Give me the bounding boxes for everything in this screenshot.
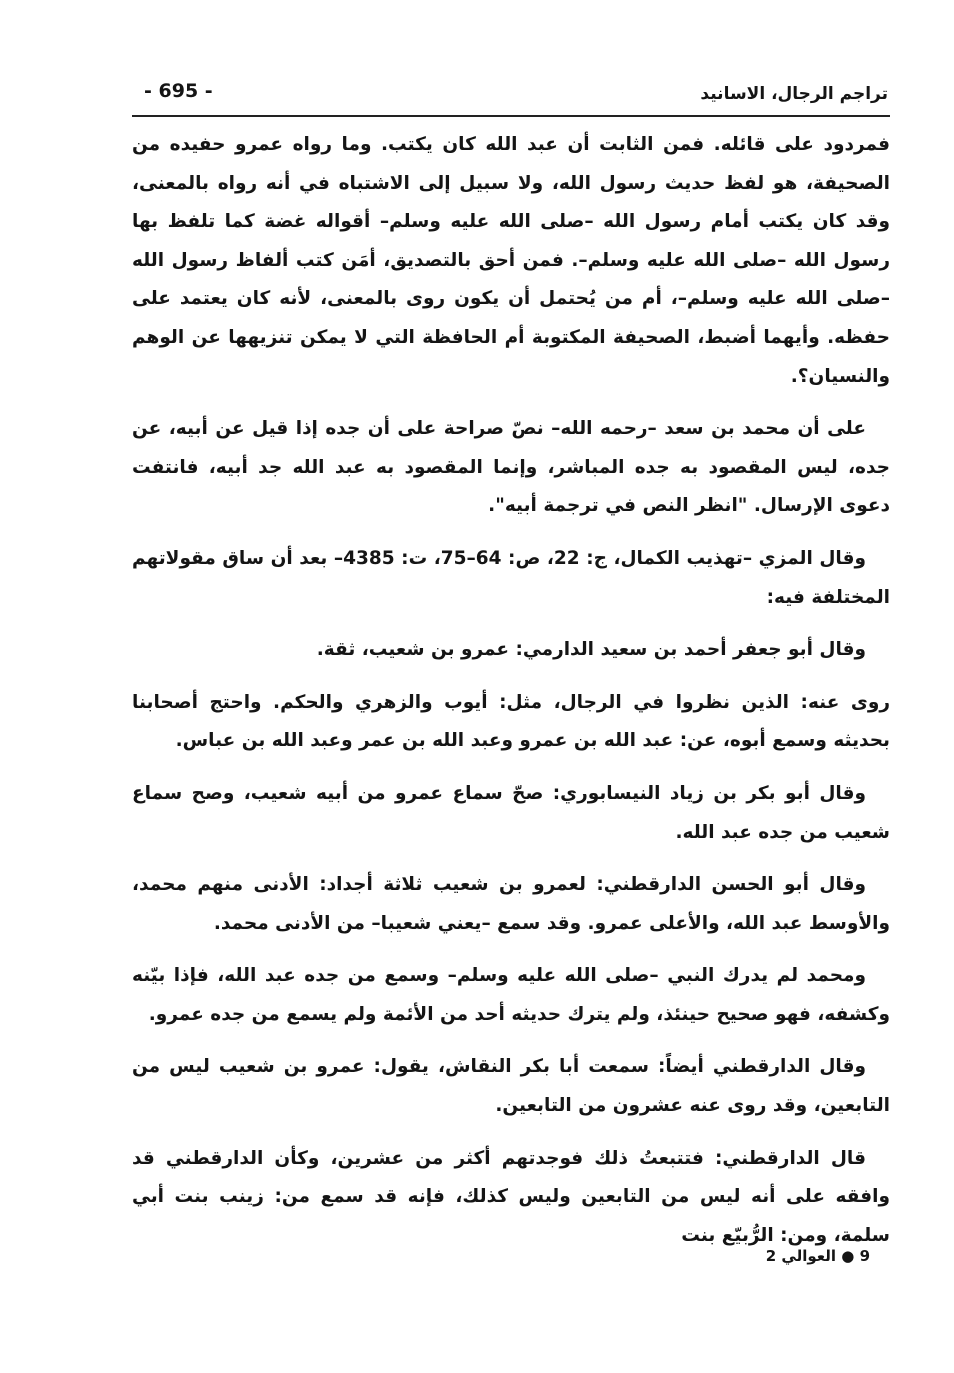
paragraph: وقال الدارقطني أيضاً: سمعت أبا بكر النقاش، يقول: عمرو بن شعيب ليس من التابعين، وقد روى عنه عشرون من التابعين. — [132, 1056, 890, 1117]
body-text — [132, 126, 890, 1269]
signature-mark: 9 ● العوالي 2 — [765, 1247, 870, 1265]
page-number: - 695 - — [144, 80, 213, 102]
page-header — [132, 78, 890, 116]
paragraph: وقال أبو جعفر أحمد بن سعيد الدارمي: عمرو بن شعيب، ثقة. — [316, 639, 866, 661]
paragraph: فمردود على قائله. فمن الثابت أن عبد الله كان يكتب. وما رواه عمرو حفيده من الصحيفة، هو لفظ حديث رسول الله، ولا سبيل إلى الاشتباه في أنه رواه بالمعنى، وقد كان يكتب أمام رسول الله –صلى الله عليه وسلم– أقواله غضة كما تلفظ بها رسول الله –صلى الله عليه وسلم–. فمن أحق بالتصديق، أمَن كتب ألفاظ رسول الله –صلى الله عليه وسلم–، أم من يُحتمل أن يكون روى بالمعنى، لأنه كان يعتمد على حفظه. وأيهما أضبط، الصحيفة المكتوبة أم الحافظة التي لا يمكن تنزيهها عن الوهم والنسيان؟. — [132, 134, 890, 387]
paragraph: وقال المزي –تهذيب الكمال، ج: 22، ص: 64–75، ت: 4385– بعد أن ساق مقولاتهم المختلفة فيه: — [132, 547, 890, 608]
paragraph: على أن محمد بن سعد –رحمه الله– نصّ صراحة على أن جده إذا قيل عن أبيه، عن جده، ليس المقصود به جده المباشر، وإنما المقصود به عبد الله جد أبيه، فانتفت دعوى الإرسال. "انظر النص في ترجمة أبيه". — [132, 418, 890, 517]
paragraph: روى عنه: الذين نظروا في الرجال، مثل: أيوب والزهري والحكم. واحتج أصحابنا بحديثه وسمع أبوه، عن: عبد الله بن عمرو وعبد الله بن عمر وعبد الله بن عباس. — [132, 691, 890, 752]
running-title: تراجم الرجال، الاسانيد — [700, 84, 888, 104]
header-rule — [132, 115, 890, 117]
paragraph: وقال أبو الحسن الدارقطني: لعمرو بن شعيب ثلاثة أجداد: الأدنى منهم محمد، والأوسط عبد الله، والأعلى عمرو. وقد سمع –يعني شعيبا– من الأدنى محمد. — [132, 874, 890, 934]
paragraph: قال الدارقطني: فتتبعتُ ذلك فوجدتهم أكثر من عشرين، وكأن الدارقطني قد وافقه على أنه ليس من التابعين وليس كذلك، فإنه قد سمع من: زينب بنت أبي سلمة، ومن: الرُّبيّع بنت — [132, 1147, 890, 1246]
paragraph: ومحمد لم يدرك النبي –صلى الله عليه وسلم– وسمع من جده عبد الله، فإذا بيّنه وكشفه، فهو صحيح حينئذ، ولم يترك حديثه أحد من الأئمة ولم يسمع من جده عمرو. — [132, 965, 890, 1025]
paragraph: وقال أبو بكر بن زياد النيسابوري: صحّ سماع عمرو من أبيه شعيب، وصح سماع شعيب من جده عبد الله. — [132, 782, 890, 843]
